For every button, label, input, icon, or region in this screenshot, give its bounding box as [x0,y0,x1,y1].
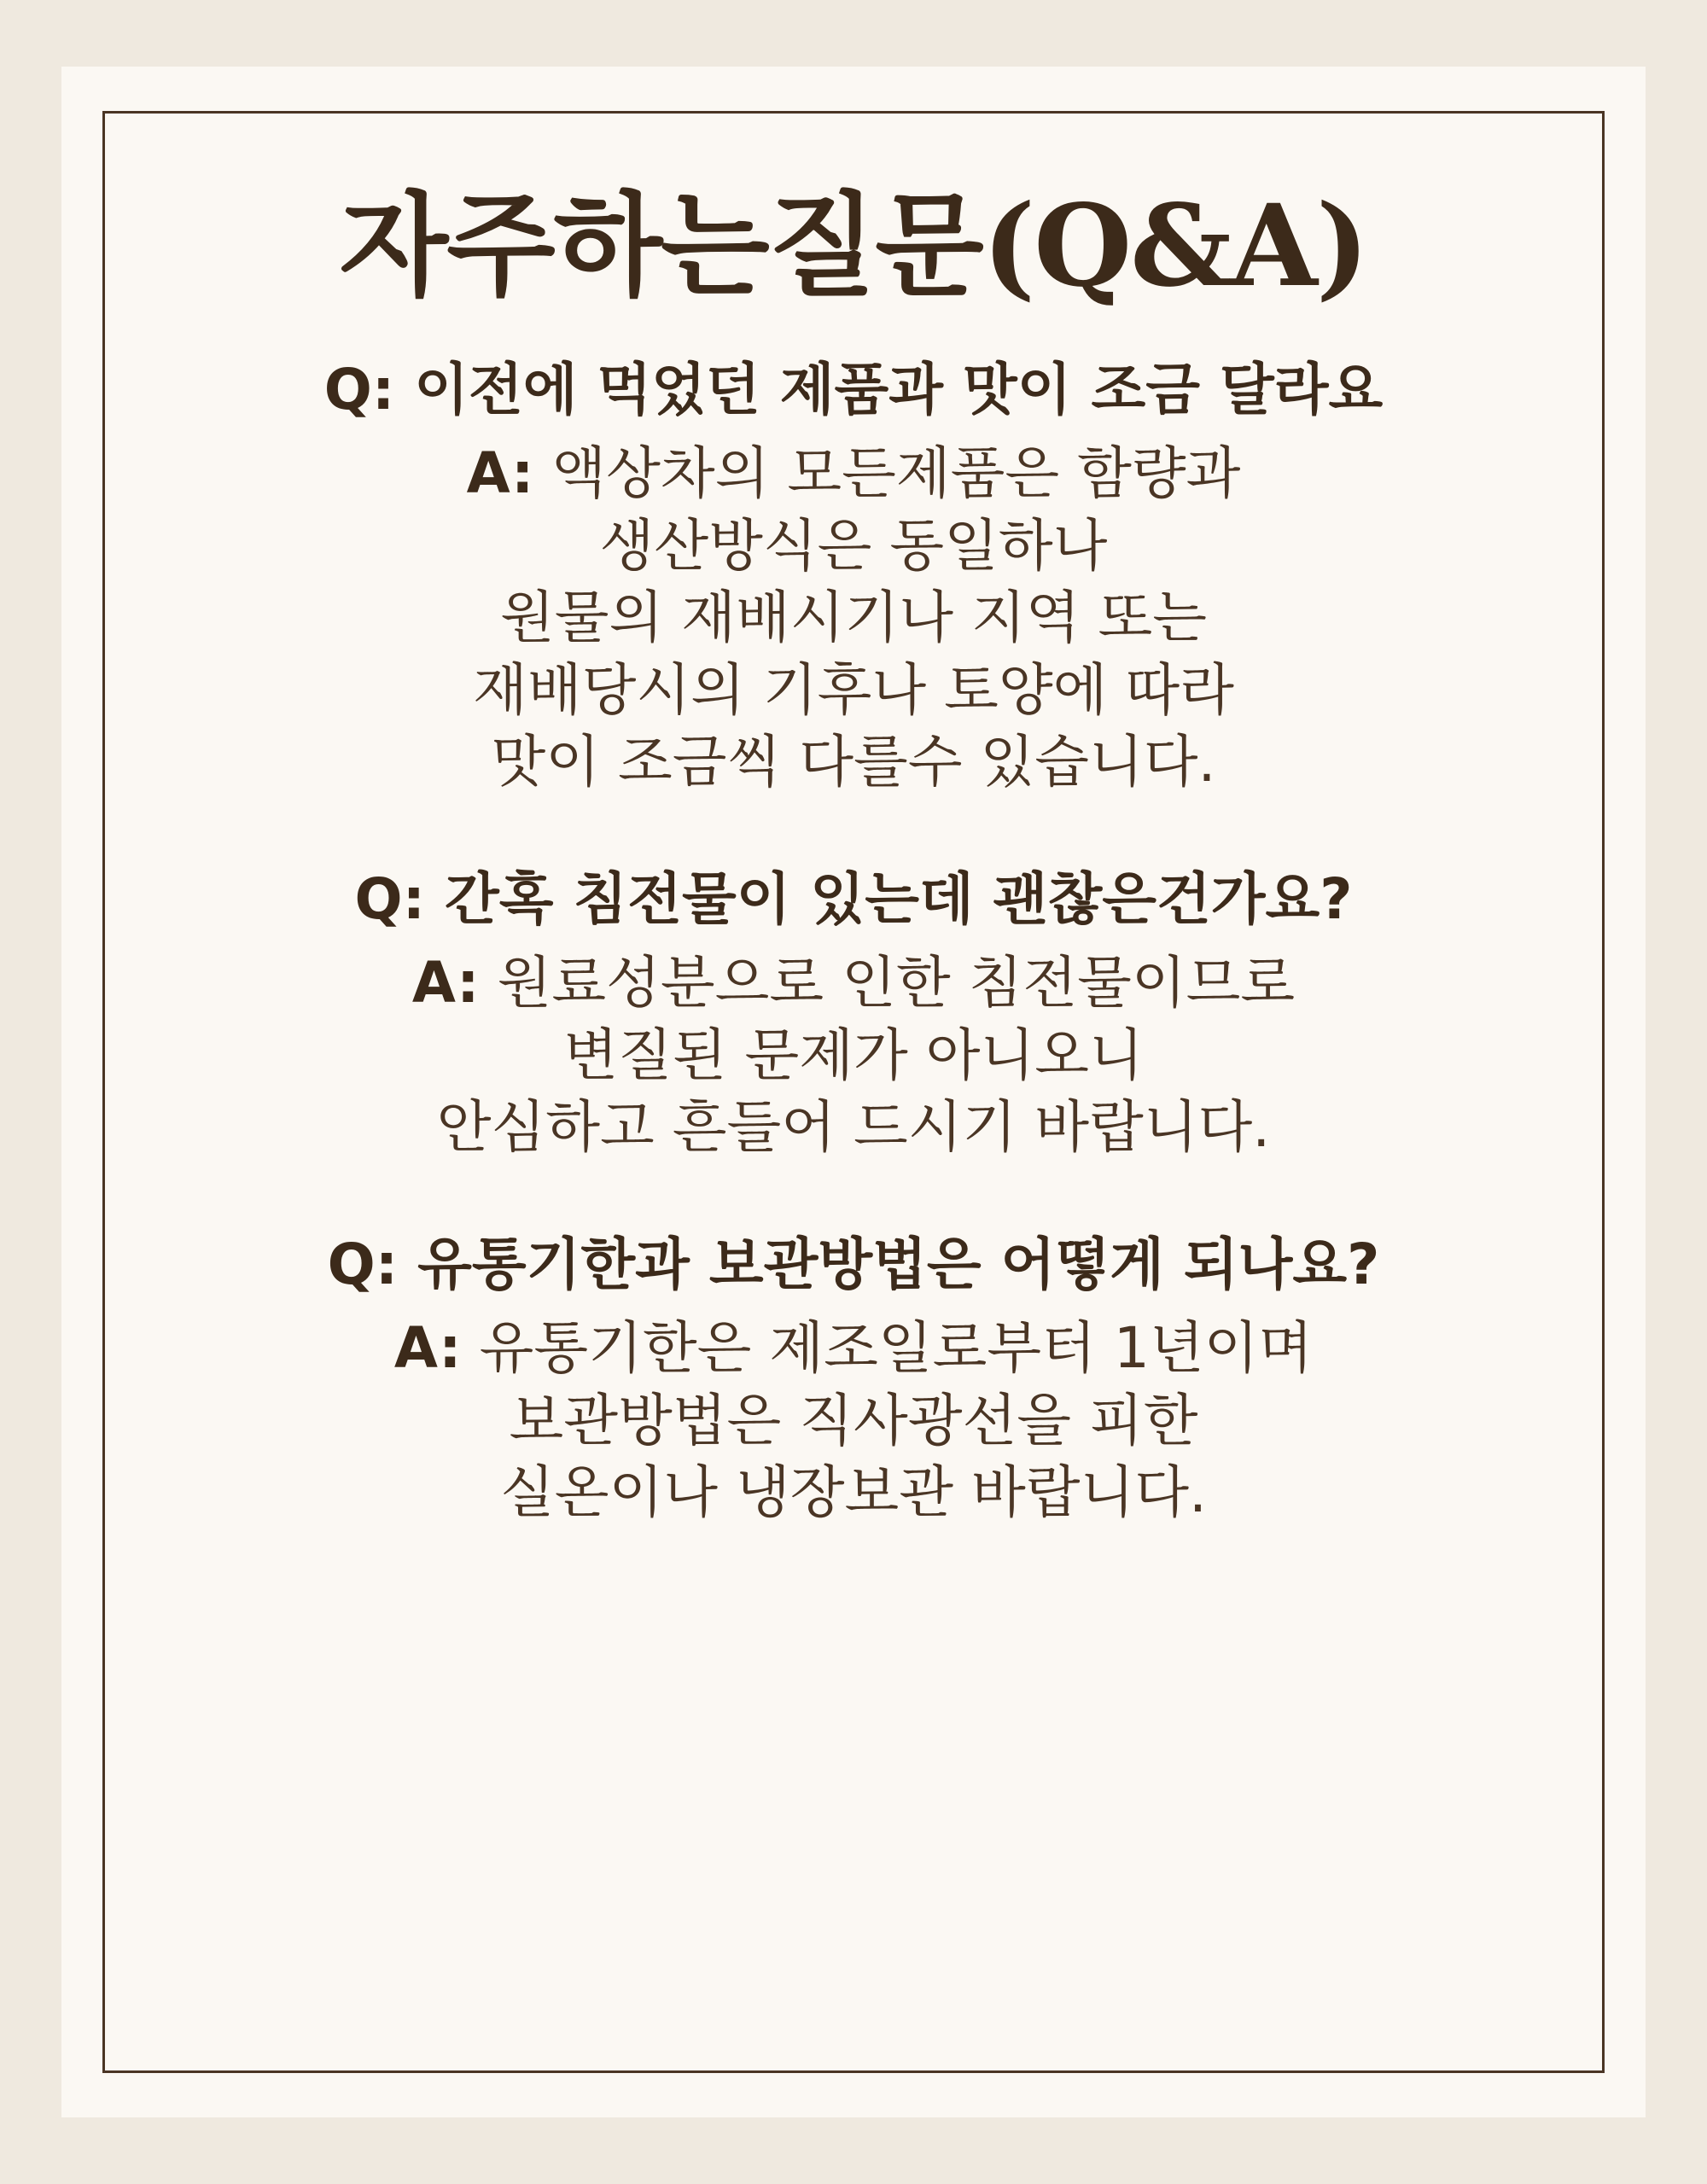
faq-card [61,67,1646,2117]
faq-answer-line: 원물의 재배시기나 지역 또는 [499,585,1207,651]
faq-answer-line: 맛이 조금씩 다를수 있습니다. [491,729,1216,795]
answer-marker: A: [466,440,534,507]
faq-item [151,865,1556,1164]
faq-answer-line [151,947,1556,1019]
faq-item [151,1231,1556,1529]
faq-answer-line: 보관방법은 직사광선을 피한 [509,1387,1198,1453]
faq-question: Q: 간혹 침전물이 있는데 괜찮은건가요? [354,865,1353,932]
faq-item [151,356,1556,799]
answer-marker: A: [411,950,480,1016]
faq-answer-line: 재배당시의 기후나 토양에 따라 [473,656,1234,723]
faq-answer-line: 생산방식은 동일하나 [599,512,1108,579]
faq-question: Q: 유통기한과 보관방법은 어떻게 되나요? [327,1231,1380,1297]
answer-marker: A: [393,1315,462,1382]
faq-bordered-frame [102,111,1605,2073]
answer-text: 유통기한은 제조일로부터 1년이며 [479,1315,1314,1382]
faq-answer-line [151,1313,1556,1384]
faq-answer-line: 실온이나 냉장보관 바랍니다. [499,1459,1207,1526]
page-title: 자주하는질문(Q&A) [339,180,1368,312]
faq-answer-line: 안심하고 흔들어 드시기 바랍니다. [436,1094,1271,1161]
faq-question: Q: 이전에 먹었던 제품과 맛이 조금 달라요 [323,356,1384,422]
faq-answer-line [151,438,1556,510]
faq-answer-line: 변질된 문제가 아니오니 [563,1022,1144,1088]
answer-text: 액상차의 모든제품은 함량과 [551,440,1241,507]
answer-text: 원료성분으로 인한 침전물이므로 [497,950,1296,1016]
